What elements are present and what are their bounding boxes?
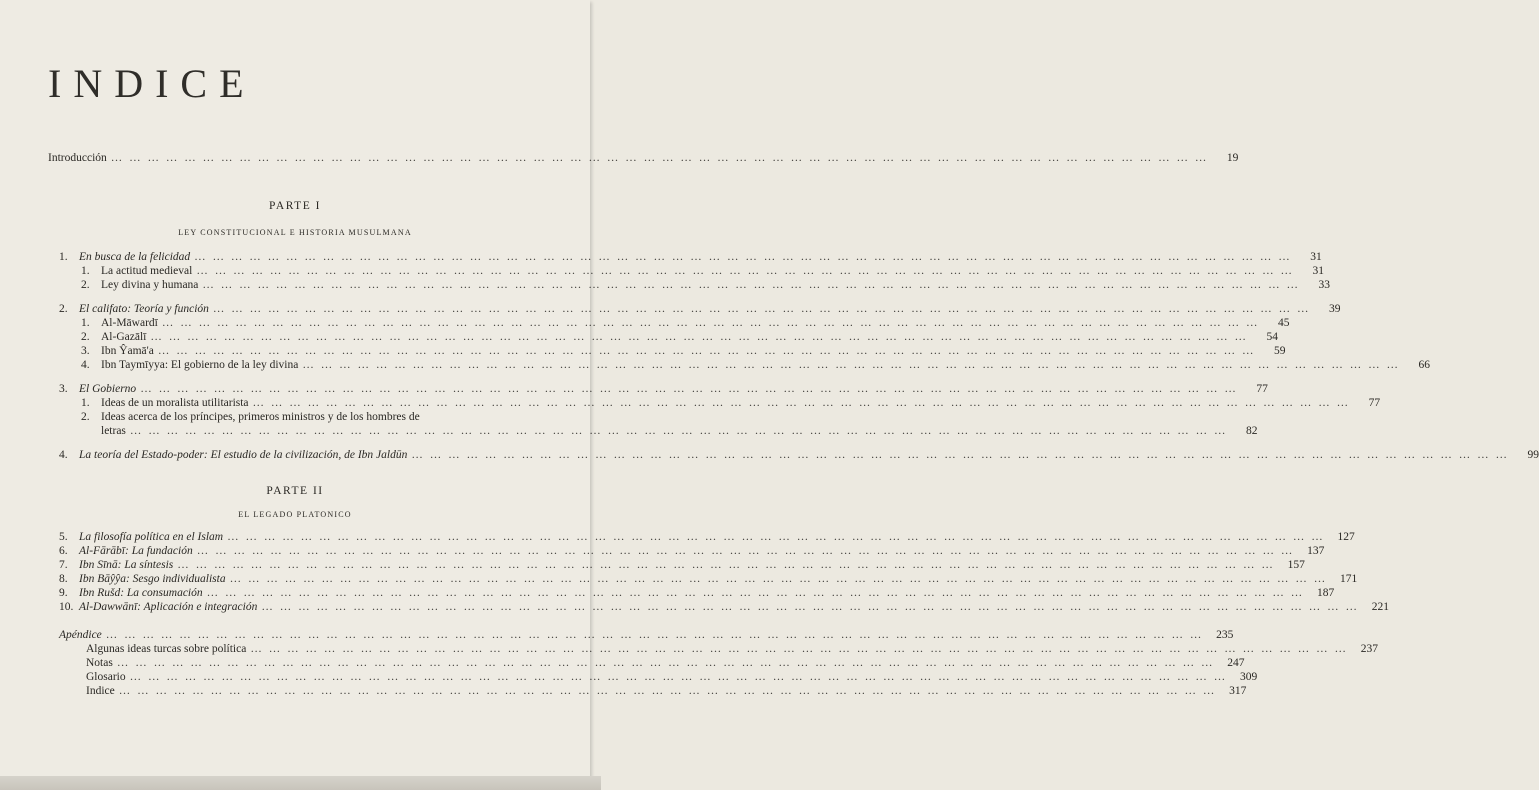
chapter-page: 137 xyxy=(1307,545,1325,557)
leader-dots: … … … … … … … … … … … … … … … … … … … … … … … … … … … … … … … … … … … … … … … … … … … … … … … … … … … … … … … … … … … … xyxy=(177,559,1275,571)
subentry-label: Ibn Ŷamā'a xyxy=(101,345,154,357)
chapter-number: 9. xyxy=(59,587,68,599)
subentry-page: 77 xyxy=(1368,397,1381,409)
leader-dots: … … … … … … … … … … … … … … … … … … … … … … … … … … … … … … … … … … … … … … … … … … … … … … … … … … … … … … … … … … … … xyxy=(194,251,1292,263)
toc-subentry xyxy=(81,396,1381,410)
subentry-label: La actitud medieval xyxy=(101,265,193,277)
chapter-page: 171 xyxy=(1339,573,1358,585)
subentry-page: 31 xyxy=(1312,265,1324,277)
leader-dots: … … … … … … … … … … … … … … … … … … … … … … … … … … … … … … … … … … … … … … … … … … … … … … … … … … … … … … … … … … … … xyxy=(212,303,1311,315)
subentry-page: 59 xyxy=(1273,345,1286,357)
toc-chapter xyxy=(59,302,1341,316)
subentry-number: 2. xyxy=(81,411,90,423)
chapter-number: 5. xyxy=(59,531,68,543)
leader-dots: … … … … … … … … … … … … … … … … … … … … … … … … … … … … … … … … … … … … … … … … … … … … … … … … … … … … … … … … … … … … xyxy=(150,331,1248,343)
appendix-label: Apéndice xyxy=(59,629,102,641)
chapter-label: La teoría del Estado-poder: El estudio de la civilización, de Ibn Jaldūn xyxy=(79,449,408,461)
leader-dots: … … … … … … … … … … … … … … … … … … … … … … … … … … … … … … … … … … … … … … … … … … … … … … … … … … … … … … … … … … … … xyxy=(229,573,1328,585)
appendix-item-label: Algunas ideas turcas sobre política xyxy=(86,643,247,655)
subentry-label: Al-Gazālī xyxy=(101,331,147,343)
subentry-label-continued: letras xyxy=(101,425,126,437)
subentry-number: 1. xyxy=(81,265,90,277)
toc-chapter xyxy=(59,558,1305,572)
chapter-label: En busca de la felicidad xyxy=(79,251,191,263)
subentry-number: 1. xyxy=(81,397,90,409)
chapter-label: El Gobierno xyxy=(79,383,137,395)
subentry-number: 2. xyxy=(81,331,90,343)
leader-dots: … … … … … … … … … … … … … … … … … … … … … … … … … … … … … … … … … … … … … … … … … … … … … … … … … … … … … … … … … … … … xyxy=(157,345,1256,357)
appendix-item-page: 309 xyxy=(1239,671,1258,683)
entry-page: 19 xyxy=(1226,152,1239,164)
toc-subentry-continued xyxy=(101,424,1258,438)
subentry-number: 4. xyxy=(81,359,90,371)
leader-dots: … … … … … … … … … … … … … … … … … … … … … … … … … … … … … … … … … … … … … … … … … … … … … … … … … … … … … … … … … … … … xyxy=(206,587,1305,599)
chapter-page: 31 xyxy=(1310,251,1322,263)
chapter-number: 3. xyxy=(59,383,68,395)
part-2-subtitle: EL LEGADO PLATONICO xyxy=(238,510,352,519)
leader-dots: … … … … … … … … … … … … … … … … … … … … … … … … … … … … … … … … … … … … … … … … … … … … … … … … … … … … … … … … … … … … xyxy=(116,657,1215,669)
subentry-label: Ley divina y humana xyxy=(101,279,199,291)
leader-dots: … … … … … … … … … … … … … … … … … … … … … … … … … … … … … … … … … … … … … … … … … … … … … … … … … … … … … … … … … … … … xyxy=(140,383,1238,395)
chapter-label: Ibn Bāŷŷa: Sesgo individualista xyxy=(79,573,226,585)
chapter-label: La filosofía política en el Islam xyxy=(79,531,224,543)
leader-dots: … … … … … … … … … … … … … … … … … … … … … … … … … … … … … … … … … … … … … … … … … … … … … … … … … … … … … … … … … … … … xyxy=(118,685,1217,697)
subentry-page: 82 xyxy=(1246,425,1258,437)
chapter-page: 221 xyxy=(1371,601,1389,613)
leader-dots: … … … … … … … … … … … … … … … … … … … … … … … … … … … … … … … … … … … … … … … … … … … … … … … … … … … … … … … … … … … … xyxy=(161,317,1260,329)
toc-chapter xyxy=(59,600,1389,614)
chapter-number: 10. xyxy=(59,601,74,613)
chapter-label: Al-Fārābī: La fundación xyxy=(79,545,193,557)
subentry-page: 66 xyxy=(1418,359,1430,371)
toc-subentry xyxy=(81,410,500,424)
leader-dots: … … … … … … … … … … … … … … … … … … … … … … … … … … … … … … … … … … … … … … … … … … … … … … … … … … … … … … … … … … … … xyxy=(196,265,1294,277)
toc-chapter xyxy=(59,530,1355,544)
subentry-number: 1. xyxy=(81,317,90,329)
chapter-page: 77 xyxy=(1256,383,1268,395)
appendix-item-page: 247 xyxy=(1227,657,1245,669)
toc-chapter xyxy=(59,448,1539,462)
leader-dots: … … … … … … … … … … … … … … … … … … … … … … … … … … … … … … … … … … … … … … … … … … … … … … … … … … … … … … … … … … … … xyxy=(250,643,1348,655)
chapter-number: 8. xyxy=(59,573,68,585)
leader-dots: … … … … … … … … … … … … … … … … … … … … … … … … … … … … … … … … … … … … … … … … … … … … … … … … … … … … … … … … … … … … xyxy=(196,545,1295,557)
toc-chapter xyxy=(59,250,1322,264)
chapter-label: El califato: Teoría y función xyxy=(79,303,209,315)
leader-dots: … … … … … … … … … … … … … … … … … … … … … … … … … … … … … … … … … … … … … … … … … … … … … … … … … … … … … … … … … … … … xyxy=(202,279,1301,291)
page-title: INDICE xyxy=(48,61,256,106)
chapter-label: Al-Dawwānī: Aplicación e integración xyxy=(79,601,258,613)
subentry-label: Ideas de un moralista utilitarista xyxy=(101,397,249,409)
toc-chapter xyxy=(59,544,1325,558)
appendix-item-page: 317 xyxy=(1229,685,1247,697)
appendix-item-label: Notas xyxy=(86,657,113,669)
toc-subentry xyxy=(81,344,1286,358)
toc-chapter xyxy=(59,586,1335,600)
part-1-subtitle: LEY CONSTITUCIONAL E HISTORIA MUSULMANA xyxy=(178,228,412,237)
subentry-label: Ibn Taymīyya: El gobierno de la ley divina xyxy=(101,359,299,371)
chapter-number: 4. xyxy=(59,449,68,461)
toc-appendix-item xyxy=(86,684,1247,698)
leader-dots: … … … … … … … … … … … … … … … … … … … … … … … … … … … … … … … … … … … … … … … … … … … … … … … … … … … … … … … … … … … … xyxy=(227,531,1325,543)
subentry-label: Al-Māwardī xyxy=(101,317,158,329)
subentry-page: 33 xyxy=(1318,279,1331,291)
chapter-number: 6. xyxy=(59,545,68,557)
subentry-page: 54 xyxy=(1266,331,1278,343)
part-2-title: PARTE II xyxy=(266,485,324,497)
subentry-number: 2. xyxy=(81,279,90,291)
chapter-page: 127 xyxy=(1337,531,1355,543)
subentry-number: 3. xyxy=(81,345,90,357)
chapter-number: 1. xyxy=(59,251,68,263)
chapter-page: 99 xyxy=(1527,449,1539,461)
appendix-item-label: Glosario xyxy=(86,671,126,683)
leader-dots: … … … … … … … … … … … … … … … … … … … … … … … … … … … … … … … … … … … … … … … … … … … … … … … … … … … … … … … … … … … … xyxy=(252,397,1351,409)
subentry-label: Ideas acerca de los príncipes, primeros ministros y de los hombres de xyxy=(101,411,420,423)
leader-dots: … … … … … … … … … … … … … … … … … … … … … … … … … … … … … … … … … … … … … … … … … … … … … … … … … … … … … … … … … … … … xyxy=(302,359,1400,371)
appendix-item-page: 237 xyxy=(1360,643,1378,655)
toc-appendix xyxy=(59,628,1234,642)
toc-subentry xyxy=(81,330,1278,344)
leader-dots: … … … … … … … … … … … … … … … … … … … … … … … … … … … … … … … … … … … … … … … … … … … … … … … … … … … … … … … … … … … … xyxy=(129,671,1228,683)
page-edge-shadow xyxy=(0,776,601,790)
toc-chapter xyxy=(59,382,1268,396)
part-1-title: PARTE I xyxy=(269,200,321,212)
toc-subentry xyxy=(81,264,1324,278)
leader-dots: … … … … … … … … … … … … … … … … … … … … … … … … … … … … … … … … … … … … … … … … … … … … … … … … … … … … … … … … … … … … xyxy=(411,449,1509,461)
leader-dots: … … … … … … … … … … … … … … … … … … … … … … … … … … … … … … … … … … … … … … … … … … … … … … … … … … … … … … … … … … … … xyxy=(105,629,1204,641)
toc-entry-intro xyxy=(48,151,1239,165)
toc-subentry xyxy=(81,358,1430,372)
toc-subentry xyxy=(81,316,1290,330)
leader-dots: … … … … … … … … … … … … … … … … … … … … … … … … … … … … … … … … … … … … … … … … … … … … … … … … … … … … … … … … … … … … xyxy=(110,152,1209,164)
chapter-number: 7. xyxy=(59,559,68,571)
chapter-number: 2. xyxy=(59,303,68,315)
subentry-page: 45 xyxy=(1277,317,1290,329)
chapter-page: 157 xyxy=(1287,559,1305,571)
toc-subentry xyxy=(81,278,1331,292)
leader-dots: … … … … … … … … … … … … … … … … … … … … … … … … … … … … … … … … … … … … … … … … … … … … … … … … … … … … … … … … … … … … xyxy=(261,601,1359,613)
toc-appendix-item xyxy=(86,656,1245,670)
toc-chapter xyxy=(59,572,1358,586)
appendix-item-label: Indice xyxy=(86,685,115,697)
chapter-page: 187 xyxy=(1317,587,1335,599)
chapter-page: 39 xyxy=(1329,303,1341,315)
toc-appendix-item xyxy=(86,670,1258,684)
entry-label: Introducción xyxy=(48,152,107,164)
chapter-label: Ibn Rušd: La consumación xyxy=(79,587,203,599)
toc-appendix-item xyxy=(86,642,1378,656)
leader-dots: … … … … … … … … … … … … … … … … … … … … … … … … … … … … … … … … … … … … … … … … … … … … … … … … … … … … … … … … … … … … xyxy=(129,425,1228,437)
appendix-page: 235 xyxy=(1216,629,1234,641)
chapter-label: Ibn Sīnā: La síntesis xyxy=(79,559,174,571)
